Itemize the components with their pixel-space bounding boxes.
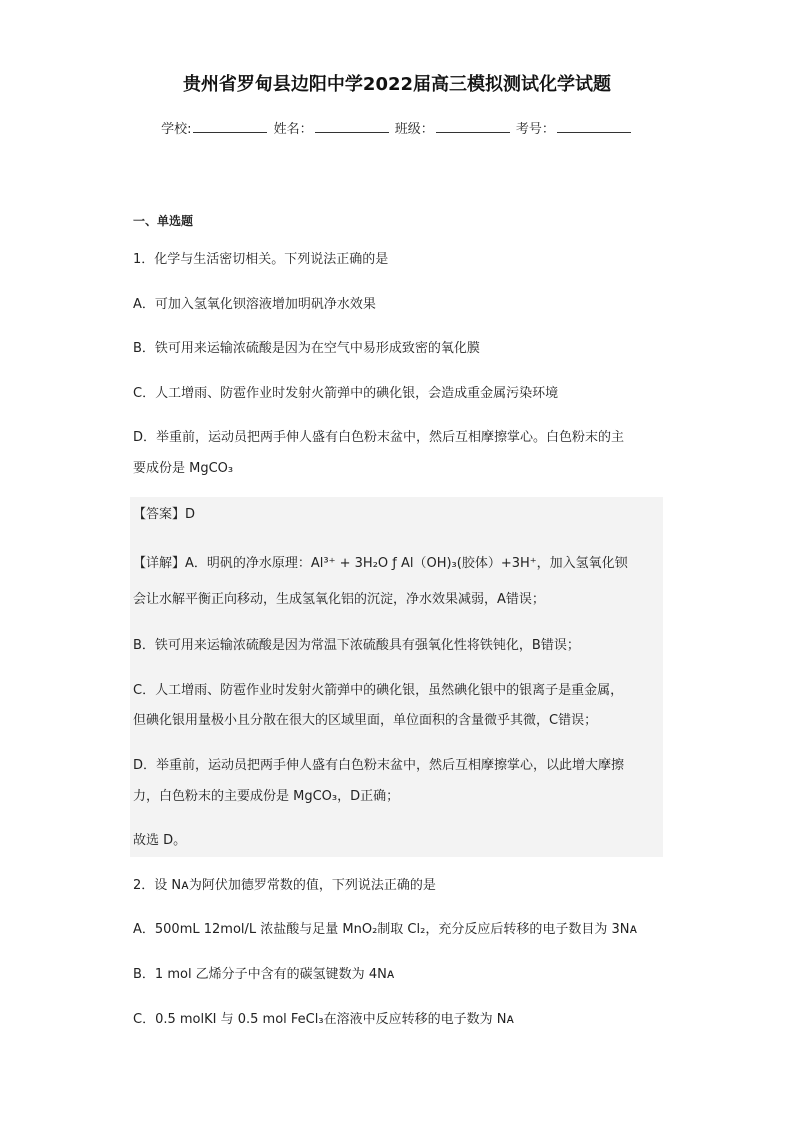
q1-conclusion: 故选 D。 [133, 833, 187, 848]
q1-answer: 【答案】D [133, 507, 196, 522]
name-label: 姓名： [273, 122, 313, 137]
school-blank [193, 120, 267, 133]
name-blank [315, 120, 389, 133]
q1-explain-d-line1: D．举重前，运动员把两手伸人盛有白色粉末盆中，然后互相摩擦掌心，以此增大摩擦 [133, 758, 625, 773]
q1-option-d-line1: D．举重前，运动员把两手伸人盛有白色粉末盆中，然后互相摩擦掌心。白色粉末的主 [133, 430, 625, 445]
section-heading: 一、单选题 [133, 214, 194, 228]
school-label: 学校: [161, 122, 192, 137]
q1-explain-c-line2: 但碘化银用量极小且分散在很大的区域里面，单位面积的含量微乎其微，C错误； [133, 713, 598, 728]
q2-option-a: A．500mL 12mol/L 浓盐酸与足量 MnO₂制取 Cl₂，充分反应后转移的电子数目为 3Nᴀ [133, 922, 638, 937]
q2-stem: 2．设 Nᴀ为阿伏加德罗常数的值，下列说法正确的是 [133, 878, 436, 893]
q1-option-c: C．人工增雨、防雹作业时发射火箭弹中的碘化银，会造成重金属污染环境 [133, 386, 559, 401]
explain-a-suffix: ，加入氢氧化钡 [536, 556, 628, 571]
explain-a-prefix: 【详解】A．明矾的净水原理： [133, 556, 311, 571]
q1-option-a: A．可加入氢氧化钡溶液增加明矾净水效果 [133, 297, 376, 312]
exam-no-label: 考号： [515, 122, 555, 137]
q1-stem: 1．化学与生活密切相关。下列说法正确的是 [133, 252, 389, 267]
class-label: 班级： [394, 122, 434, 137]
q1-explain-c-line1: C．人工增雨、防雹作业时发射火箭弹中的碘化银，虽然碘化银中的银离子是重金属， [133, 683, 624, 698]
q2-option-b: B．1 mol 乙烯分子中含有的碳氢键数为 4Nᴀ [133, 967, 395, 982]
student-info-line [0, 118, 794, 137]
q1-explain-d-line2: 力，白色粉末的主要成份是 MgCO₃，D正确； [133, 789, 400, 804]
q1-explain-b: B．铁可用来运输浓硫酸是因为常温下浓硫酸具有强氧化性将铁钝化，B错误； [133, 638, 580, 653]
q1-explain-a-line1 [133, 554, 663, 574]
class-blank [436, 120, 510, 133]
page-title: 贵州省罗甸县边阳中学2022届高三模拟测试化学试题 [182, 74, 612, 95]
alum-hydrolysis-equation: Al³⁺ + 3H₂O ƒ Al（OH)₃(胶体）+3H⁺ [310, 556, 537, 571]
q2-option-c: C．0.5 molKI 与 0.5 mol FeCl₃在溶液中反应转移的电子数为 Nᴀ [133, 1012, 515, 1027]
exam-no-blank [557, 120, 631, 133]
q1-option-d-line2: 要成份是 MgCO₃ [133, 461, 234, 476]
q1-explain-a-line2: 会让水解平衡正向移动，生成氢氧化铝的沉淀，净水效果减弱，A错误； [133, 592, 545, 607]
q1-option-b: B．铁可用来运输浓硫酸是因为在空气中易形成致密的氧化膜 [133, 341, 480, 356]
